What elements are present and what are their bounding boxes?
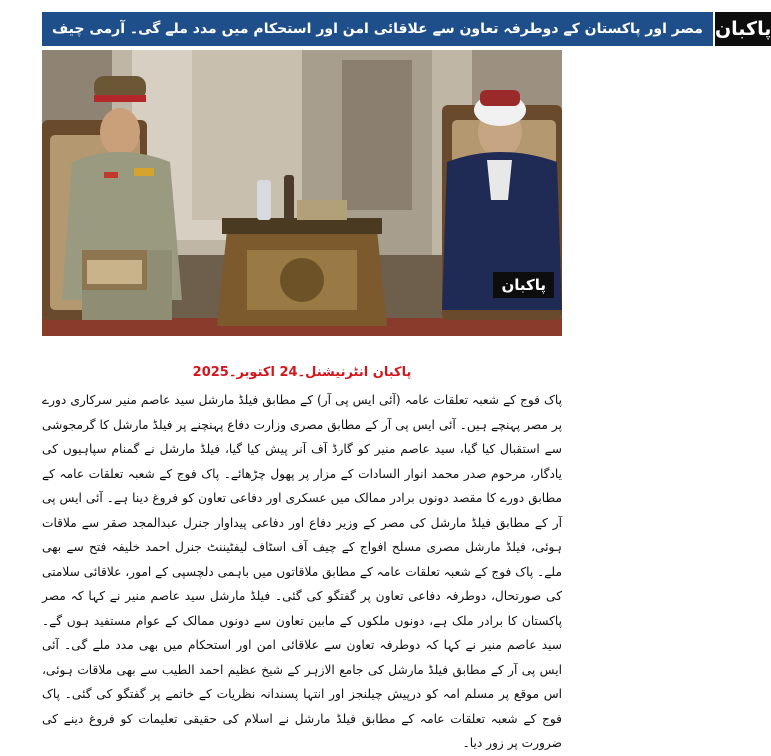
article-header <box>42 12 771 46</box>
dateline: پاکبان انٹرنیشنل۔24 اکتوبر۔2025 <box>192 365 412 380</box>
meeting-photo-illustration <box>42 50 562 336</box>
news-photo <box>42 50 562 336</box>
brand-logo: پاکبان <box>713 12 771 46</box>
article-body <box>42 388 562 756</box>
photo-watermark: پاکبان <box>493 272 554 298</box>
headline: مصر اور پاکستان کے دوطرفہ تعاون سے علاقائی امن اور استحکام میں مدد ملے گی۔ آرمی چیف <box>42 12 713 46</box>
article-paragraph: پاک فوج کے شعبہ تعلقات عامہ (آئی ایس پی آر) کے مطابق فیلڈ مارشل سید عاصم منیر سرکاری دورے پر مصر پہنچے ہیں۔ آئی ایس پی آر کے مطابق مصری وزارت دفاع پہنچنے پر فیلڈ مارشل کا گرمجوشی سے استقبال کیا گیا، سید عاصم منیر کو گارڈ آف آنر پیش کیا گیا، فیلڈ مارشل نے گمنام سپاہیوں کی یادگار، مرحوم صدر محمد انوار السادات کے مزار پر پھول چڑھائے۔ پاک فوج کے شعبہ تعلقات عامہ کے مطابق دورے کا مقصد دونوں برادر ممالک میں عسکری اور دفاعی تعاون کو فروغ دینا ہے۔ آئی ایس پی آر کے مطابق فیلڈ مارشل کی مصر کے وزیر دفاع اور دفاعی پیداوار جنرل عبدالمجد صقر سے ملاقات ہوئی، فیلڈ مارشل مصری مسلح افواج کے چیف آف اسٹاف لیفٹیننٹ جنرل احمد خلیفہ فتح سے بھی ملے۔ پاک فوج کے شعبہ تعلقات عامہ کے مطابق ملاقاتوں میں باہمی دلچسپی کے امور، علاقائی سلامتی کی صورتحال، دوطرفہ دفاعی تعاون پر گفتگو کی گئی۔ فیلڈ مارشل سید عاصم منیر نے کہا کہ مصر پاکستان کا برادر ملک ہے، دونوں ملکوں کے مابین تعاون سے دونوں ممالک کے عوام مستفید ہوں گے۔ سید عاصم منیر نے کہا کہ دوطرفہ تعاون سے علاقائی امن اور استحکام میں بھی مدد ملے گی۔ آئی ایس پی آر کے مطابق فیلڈ مارشل کی جامع الازہر کے شیخ عظیم احمد الطیب سے بھی ملاقات ہوئی، اس موقع پر مسلم امہ کو درپیش چیلنجز اور انتہا پسندانہ نظریات کے خاتمے پر گفتگو کی گئی۔ پاک فوج کے شعبہ تعلقات عامہ کے مطابق فیلڈ مارشل نے اسلام کی حقیقی تعلیمات کو فروغ دینے کی ضرورت پر زور دیا۔ <box>42 393 562 750</box>
